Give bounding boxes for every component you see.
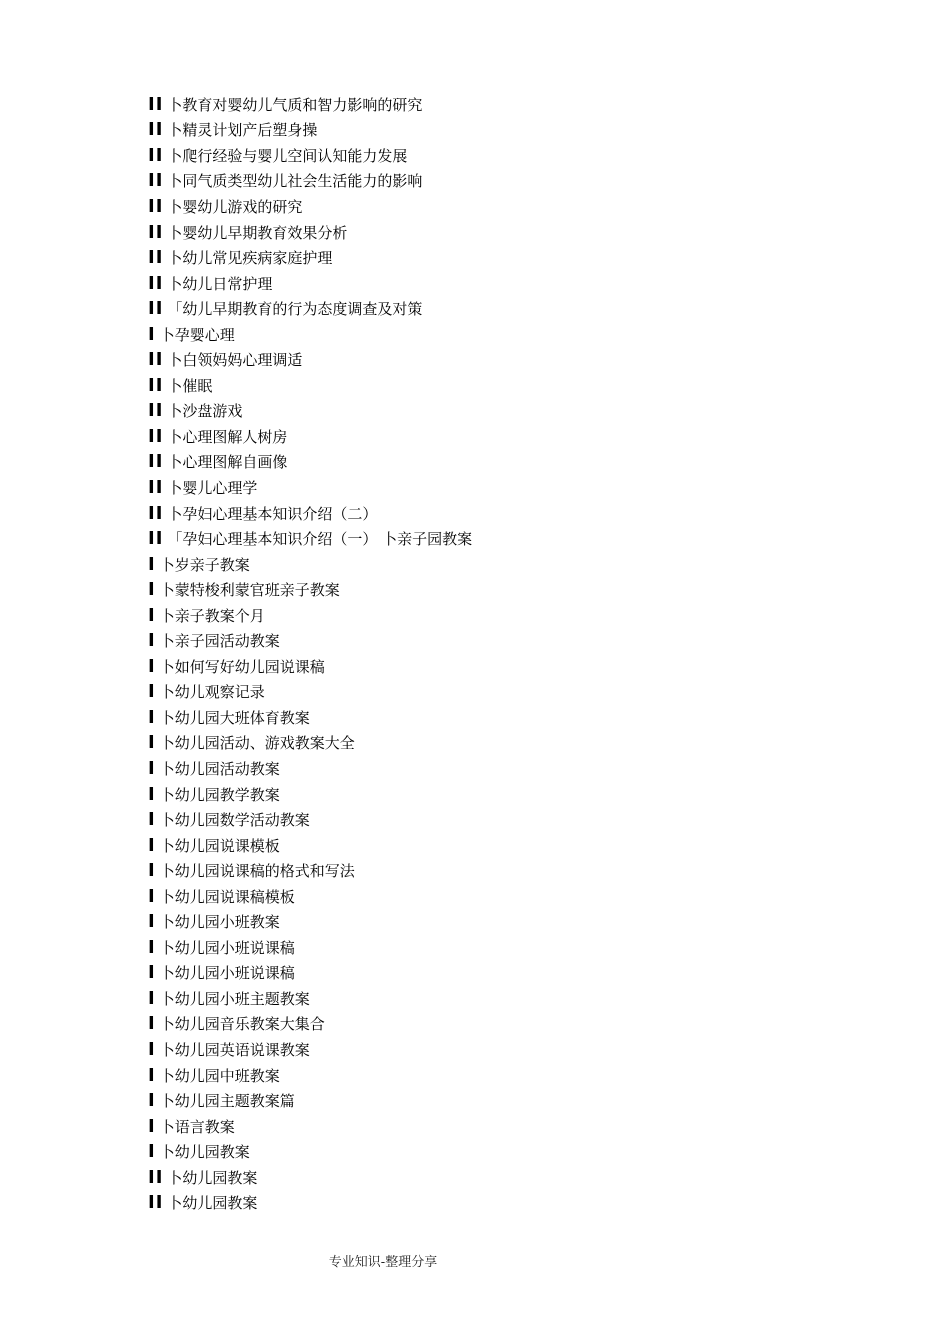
list-item bbox=[148, 884, 908, 910]
list-item-label: 卜幼儿园主题教案篇 bbox=[159, 1092, 295, 1111]
list-item-label: 卜幼儿园小班主题教案 bbox=[159, 989, 310, 1008]
list-marker: I bbox=[148, 1115, 156, 1137]
list-item bbox=[148, 577, 908, 603]
list-marker: II bbox=[148, 144, 164, 166]
list-marker: II bbox=[148, 1192, 164, 1214]
list-item-label: 卜同气质类型幼儿社会生活能力的影响 bbox=[167, 172, 423, 191]
list-marker: I bbox=[148, 553, 156, 575]
list-item-label: 卜沙盘游戏 bbox=[167, 402, 243, 421]
list-item bbox=[148, 1063, 908, 1089]
list-marker: II bbox=[148, 502, 164, 524]
list-item bbox=[148, 782, 908, 808]
list-marker: II bbox=[148, 170, 164, 192]
list-marker: I bbox=[148, 1039, 156, 1060]
list-item-label: 卜幼儿园活动教案 bbox=[159, 759, 280, 778]
list-item-label: 卜幼儿园说课稿模板 bbox=[159, 887, 295, 906]
list-item-label: 卜催眠 bbox=[167, 376, 213, 395]
list-item-label: 卜精灵计划产后塑身操 bbox=[167, 121, 318, 140]
list-marker: I bbox=[148, 834, 156, 856]
list-item bbox=[148, 450, 908, 476]
list-item-label: 卜幼儿园中班教案 bbox=[159, 1066, 280, 1085]
list-item-label: 卜幼儿园活动、游戏教案大全 bbox=[159, 734, 355, 753]
list-marker: II bbox=[148, 272, 164, 294]
list-item bbox=[148, 1139, 908, 1165]
list-item bbox=[148, 1191, 908, 1217]
list-marker: I bbox=[148, 860, 156, 882]
list-item-label: 卜亲子教案个月 bbox=[159, 606, 265, 625]
list-item bbox=[148, 680, 908, 706]
list-marker: I bbox=[148, 1141, 156, 1163]
list-item bbox=[148, 756, 908, 782]
list-item bbox=[148, 271, 908, 297]
list-item bbox=[148, 347, 908, 373]
list-item bbox=[148, 910, 908, 936]
list-item bbox=[148, 961, 908, 987]
list-marker: I bbox=[148, 681, 156, 703]
list-marker: I bbox=[148, 655, 156, 677]
list-item-label: 卜语言教案 bbox=[159, 1117, 235, 1136]
list-item bbox=[148, 526, 908, 552]
list-item bbox=[148, 475, 908, 501]
list-marker: II bbox=[148, 119, 164, 141]
list-item-label: 卜幼儿园大班体育教案 bbox=[159, 708, 310, 727]
list-marker: I bbox=[148, 911, 156, 933]
list-item bbox=[148, 654, 908, 680]
list-marker: II bbox=[148, 425, 164, 447]
list-item-label: 卜幼儿园教案 bbox=[159, 1143, 250, 1162]
list-item bbox=[148, 143, 908, 169]
list-marker: II bbox=[148, 349, 164, 371]
list-item-label: 卜婴幼儿游戏的研究 bbox=[167, 197, 303, 216]
list-marker: I bbox=[148, 579, 156, 601]
list-marker: II bbox=[148, 1166, 164, 1188]
list-item-label: 卜亲子园活动教案 bbox=[159, 632, 280, 651]
list-marker: I bbox=[148, 1090, 156, 1112]
list-marker: I bbox=[148, 323, 156, 345]
list-item-label: 卜幼儿园教案 bbox=[167, 1194, 258, 1213]
list-item-label: 卜幼儿园小班教案 bbox=[159, 913, 280, 932]
list-item-label: 卜幼儿园教学教案 bbox=[159, 785, 280, 804]
list-item-label: 卜蒙特梭利蒙官班亲子教案 bbox=[159, 581, 340, 600]
list-item-label: 卜教育对婴幼儿气质和智力影响的研究 bbox=[167, 95, 423, 114]
list-item bbox=[148, 501, 908, 527]
list-marker: I bbox=[148, 1013, 156, 1035]
list-item bbox=[148, 986, 908, 1012]
list-item bbox=[148, 296, 908, 322]
list-item bbox=[148, 1088, 908, 1114]
list-item bbox=[148, 731, 908, 757]
list-item-label: 「孕妇心理基本知识介绍（一） 卜亲子园教案 bbox=[167, 530, 473, 549]
list-marker: II bbox=[148, 528, 164, 550]
list-item-label: 卜爬行经验与婴儿空间认知能力发展 bbox=[167, 146, 408, 165]
list-item-label: 卜幼儿园音乐教案大集合 bbox=[159, 1015, 325, 1034]
list-marker: I bbox=[148, 630, 156, 652]
list-item bbox=[148, 169, 908, 195]
list-marker: II bbox=[148, 476, 164, 498]
list-item bbox=[148, 628, 908, 654]
list-item bbox=[148, 833, 908, 859]
list-marker: I bbox=[148, 757, 156, 779]
list-marker: I bbox=[148, 987, 156, 1009]
list-item bbox=[148, 1012, 908, 1038]
list-item bbox=[148, 245, 908, 271]
list-item-label: 卜幼儿园小班说课稿 bbox=[159, 964, 295, 983]
list-marker: I bbox=[148, 809, 156, 831]
list-marker: II bbox=[148, 298, 164, 320]
list-item-label: 卜孕婴心理 bbox=[159, 325, 235, 344]
list-marker: I bbox=[148, 962, 156, 984]
list-item-label: 卜幼儿观察记录 bbox=[159, 683, 265, 702]
list-item bbox=[148, 807, 908, 833]
list-item-label: 卜幼儿日常护理 bbox=[167, 274, 273, 293]
list-item bbox=[148, 705, 908, 731]
list-marker: I bbox=[148, 936, 156, 958]
list-marker: I bbox=[148, 604, 156, 626]
list-item-label: 卜孕妇心理基本知识介绍（二） bbox=[167, 504, 378, 523]
list-item-label: 卜幼儿园英语说课教案 bbox=[159, 1041, 310, 1059]
list-item-label: 卜心理图解人树房 bbox=[167, 427, 288, 446]
list-item-label: 「幼儿早期教育的行为态度调查及对策 bbox=[167, 300, 423, 319]
list-marker: II bbox=[148, 195, 164, 217]
list-marker: I bbox=[148, 885, 156, 907]
list-marker: II bbox=[148, 374, 164, 396]
list-item bbox=[148, 858, 908, 884]
list-marker: I bbox=[148, 783, 156, 805]
list-item-label: 卜岁亲子教案 bbox=[159, 555, 250, 574]
list-item bbox=[148, 1114, 908, 1140]
document-list bbox=[148, 92, 908, 1216]
list-item-label: 卜幼儿园说课稿的格式和写法 bbox=[159, 862, 355, 881]
list-item-label: 卜心理图解自画像 bbox=[167, 453, 288, 472]
list-item bbox=[148, 322, 908, 348]
list-marker: II bbox=[148, 247, 164, 269]
list-item bbox=[148, 399, 908, 425]
list-marker: II bbox=[148, 93, 164, 115]
list-item bbox=[148, 220, 908, 246]
list-item bbox=[148, 194, 908, 220]
list-item-label: 卜幼儿园教案 bbox=[167, 1168, 258, 1187]
list-item-label: 卜白领妈妈心理调适 bbox=[167, 351, 303, 370]
list-marker: I bbox=[148, 1064, 156, 1086]
list-marker: I bbox=[148, 732, 156, 754]
list-item bbox=[148, 935, 908, 961]
list-item-label: 卜幼儿常见疾病家庭护理 bbox=[167, 249, 333, 268]
list-item bbox=[148, 373, 908, 399]
list-item bbox=[148, 92, 908, 118]
list-item bbox=[148, 1165, 908, 1191]
list-item-label: 卜幼儿园小班说课稿 bbox=[159, 938, 295, 957]
list-item bbox=[148, 603, 908, 629]
list-item-label: 卜婴幼儿早期教育效果分析 bbox=[167, 223, 348, 242]
list-item-label: 卜幼儿园说课模板 bbox=[159, 836, 280, 855]
list-item bbox=[148, 1037, 908, 1063]
list-marker: II bbox=[148, 221, 164, 243]
page-footer: 专业知识-整理分享 bbox=[328, 1255, 438, 1270]
list-item bbox=[148, 118, 908, 144]
list-marker: II bbox=[148, 451, 164, 473]
list-item-label: 卜幼儿园数学活动教案 bbox=[159, 811, 310, 830]
list-item bbox=[148, 552, 908, 578]
list-item bbox=[148, 424, 908, 450]
list-item-label: 卜婴儿心理学 bbox=[167, 478, 258, 497]
list-marker: I bbox=[148, 706, 156, 728]
list-marker: II bbox=[148, 400, 164, 422]
list-item-label: 卜如何写好幼儿园说课稿 bbox=[159, 657, 325, 676]
